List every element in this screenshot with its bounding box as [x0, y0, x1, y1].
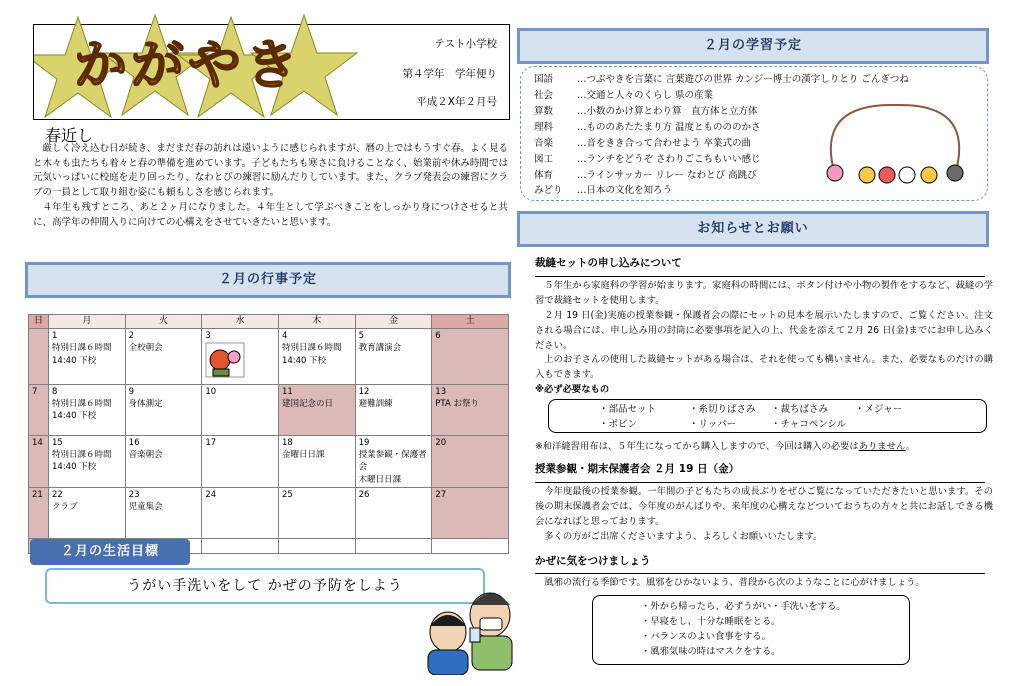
day-number: 13: [435, 386, 447, 397]
event-text: 金曜日日課: [281, 449, 325, 460]
calendar-day: [278, 435, 355, 487]
study-subject: 図工: [534, 154, 554, 165]
calendar-day: [202, 487, 279, 538]
calendar-day: [29, 487, 49, 538]
study-subject: 国語: [534, 74, 554, 85]
calendar-day: [49, 487, 126, 538]
cold-paragraph: 風邪の流行る季節です。風邪をひかないよう、普段から次のようなことに心がけましょう。: [544, 577, 925, 588]
cold-text: [535, 576, 993, 591]
school-name: テスト小学校: [434, 38, 497, 50]
calendar-day: [355, 384, 432, 435]
calendar-day: [125, 384, 202, 435]
day-number: 23: [128, 489, 140, 500]
study-content: …つぶやきを言葉に 言葉遊びの世界 カンジー博士の漢字しりとり ごんぎつね: [577, 74, 909, 85]
calendar-day: [49, 435, 126, 487]
study-row: [534, 169, 757, 183]
weekday-header: 日: [29, 315, 49, 329]
event-text: 建国記念の日: [281, 398, 333, 409]
event-calendar: [28, 314, 509, 554]
cold-tip: ・バランスのよい食事をする。: [641, 631, 771, 642]
day-number: 6: [435, 331, 441, 342]
calendar-day: [49, 329, 126, 385]
need-item: ・リッパー: [689, 419, 737, 430]
study-content: …交通と人々のくらし 県の産業: [577, 90, 714, 101]
calendar-day: [29, 329, 49, 385]
event-text: 避難訓練: [358, 398, 393, 409]
weekday-header: 月: [49, 315, 126, 329]
event-text: 14:40 下校: [52, 411, 97, 422]
event-text: 木曜日日課: [358, 474, 402, 485]
need-item: ・メジャー: [855, 404, 903, 415]
study-content: …日本の文化を知ろう: [577, 185, 673, 196]
day-number: 17: [205, 437, 217, 448]
divider: [535, 573, 985, 574]
event-text: 特別日課６時間: [52, 398, 112, 409]
calendar-day: [355, 538, 432, 553]
calendar-day: [29, 384, 49, 435]
calendar-day: [49, 384, 126, 435]
event-text: 特別日課６時間: [281, 343, 342, 354]
weekday-header: 火: [125, 315, 202, 329]
intro-paragraph: 厳しく冷え込む日が続き、まだまだ春の訪れは遠いように感じられますが、暦の上ではもうすぐ春。よく見ると木々も虫たちも着々と春の準備を進めています。子どもたちも寒さに負けることなく、始業前や休み時間では元気いっぱいに校庭を走り回ったり、なわとびの練習に励んだりしています。また、クラブ発表会の練習にクラブの一員として取り組む姿にも頼もしさを感じられます。: [33, 143, 508, 199]
cold-tips-box: [592, 595, 910, 665]
weekday-header: 土: [432, 315, 509, 329]
life-goal-label: うがい手洗いをして かぜの予防をしよう: [127, 577, 403, 594]
study-subject: 理科: [534, 122, 554, 133]
weekday-header: 金: [355, 315, 432, 329]
day-number: 2: [128, 331, 135, 342]
day-number: 25: [281, 489, 293, 500]
newsletter-title: かがやき: [74, 35, 302, 96]
sewing-note: [535, 440, 993, 455]
event-text: 身体測定: [128, 398, 163, 409]
need-item: ・部品セット: [599, 404, 657, 415]
calendar-week: [29, 435, 509, 487]
study-row: [534, 184, 672, 198]
intro-text: [33, 142, 508, 230]
calendar-week: [29, 487, 509, 538]
event-text: クラブ: [52, 502, 78, 513]
calendar-day: [202, 538, 279, 553]
study-content: …もののあたたまり方 温度とものののかさ: [577, 122, 761, 133]
needs-box: [548, 399, 987, 433]
study-subject: みどり: [534, 185, 563, 196]
calendar-day: [29, 435, 49, 487]
events-banner: ２月の行事予定: [25, 262, 511, 298]
study-banner: ２月の学習予定: [517, 28, 989, 64]
study-row: [534, 153, 761, 167]
event-text: 全校朝会: [128, 343, 163, 354]
sewing-paragraph: ２月 19 日(金)実施の授業参観・保護者会の際にセットの見本を展示いたしますので、ご覧ください。注文される場合には、申し込み用の封筒に必要事項を記入の上、代金を添えて２月 26 日(金)までにお申し込みください。: [535, 309, 993, 351]
fabric-note-end: 。: [905, 441, 916, 452]
day-number: 16: [128, 437, 140, 448]
cold-title: かぜに気をつけましょう: [535, 555, 651, 567]
divider: [535, 276, 985, 277]
calendar-day: [125, 435, 202, 487]
calendar-day: [278, 538, 355, 553]
day-number: 19: [358, 437, 370, 448]
day-number: 21: [32, 489, 43, 500]
meeting-text: [535, 485, 993, 545]
sewing-text: [535, 279, 993, 398]
calendar-day: [432, 487, 509, 538]
notices-banner: お知らせとお願い: [517, 211, 989, 247]
day-number: 5: [358, 331, 365, 342]
jump-rope-animals-icon: [821, 99, 971, 197]
sewing-title: 裁縫セットの申し込みについて: [535, 257, 682, 269]
calendar-day: [432, 538, 509, 553]
intro-paragraph: ４年生も残すところ、あと２ヶ月になりました。４年生として学ぶべきことをしっかり身につけさせると共に、高学年の仲間入りに向けての心構えをさせていきたいと思います。: [33, 201, 508, 228]
calendar-day: [355, 435, 432, 487]
calendar-day: [355, 329, 432, 385]
study-content: …音をきき合って合わせよう 卒業式の曲: [577, 138, 752, 149]
day-number: 4: [281, 331, 288, 342]
calendar-day: [125, 487, 202, 538]
day-number: 9: [128, 386, 135, 397]
calendar-day: [355, 487, 432, 538]
event-text: 教育講演会: [358, 343, 402, 354]
study-row: [534, 137, 751, 151]
study-row: [534, 73, 909, 87]
calendar-day: [202, 384, 279, 435]
cold-tip: ・早寝をし、十分な睡眠をとる。: [641, 616, 781, 627]
weekday-header: 木: [278, 315, 355, 329]
day-number: 12: [358, 386, 370, 397]
fabric-note: [535, 440, 993, 455]
event-text: 授業参観・保護者会: [358, 449, 427, 473]
study-content: …小数のかけ算とわり算 直方体と立方体: [577, 106, 758, 117]
calendar-day: [125, 329, 202, 385]
need-item: ・糸切りばさみ: [689, 404, 756, 415]
day-number: 22: [52, 489, 63, 500]
calendar-day: [202, 329, 279, 385]
sewing-paragraph: 上のお子さんの使用した裁縫セットがある場合は、それを使っても構いません。また、必要なものだけの購入もできます。: [535, 354, 993, 381]
study-row: [534, 105, 758, 119]
calendar-day: [432, 329, 509, 385]
day-number: 7: [32, 386, 38, 397]
life-goal-heading: ２月の生活目標: [30, 539, 190, 565]
newsletter-header: [33, 24, 510, 120]
day-number: 24: [205, 489, 217, 500]
meeting-title: 授業参観・期末保護者会 ２月 19 日（金）: [535, 463, 740, 475]
need-item: ・ボビン: [599, 419, 638, 430]
study-plan-box: [520, 66, 988, 201]
cold-tip: ・外から帰ったら、必ずうがい・手洗いをする。: [641, 601, 846, 612]
life-goal-text: [45, 568, 485, 604]
calendar-week: [29, 384, 509, 435]
study-row: [534, 121, 761, 135]
grade-line: 第４学年 学年便り: [402, 68, 497, 80]
fabric-note-text: ※和洋縫習用布は、５年生になってから購入しますので、今回は購入の必要は: [535, 441, 859, 452]
calendar-day: [432, 435, 509, 487]
study-content: …ラインサッカー リレー なわとび 高跳び: [577, 170, 757, 181]
meeting-paragraph: 多くの方がご出席くださいますよう、よろしくお願いいたします。: [544, 530, 823, 542]
event-text: 14:40 下校: [281, 355, 327, 366]
event-text: 14:40 下校: [52, 462, 97, 473]
fabric-note-emphasis: ありません: [858, 441, 906, 452]
needs-title: ※必ず必要なもの: [535, 384, 610, 396]
kids-gargling-illustration-icon: [420, 580, 520, 675]
event-text: 特別日課６時間: [52, 343, 112, 354]
day-number: 15: [52, 437, 63, 448]
calendar-day: [278, 329, 355, 385]
day-number: 1: [52, 331, 58, 342]
event-text: 音楽朝会: [128, 449, 163, 460]
study-content: …ランチをどうぞ さわりごこちもいい感じ: [577, 154, 761, 165]
study-subject: 音楽: [534, 138, 554, 149]
sewing-paragraph: ５年生から家庭科の学習が始まります。家庭科の時間には、ボタン付けや小物の製作をするなど、裁縫の学習で裁縫セットを使用します。: [535, 280, 993, 306]
calendar-day: [278, 384, 355, 435]
day-number: 3: [205, 331, 211, 342]
intro-heading: 春近し: [45, 126, 94, 145]
need-item: ・裁ちばさみ: [771, 404, 829, 415]
setsubun-oni-icon: [205, 342, 245, 378]
study-row: [534, 89, 713, 103]
event-text: PTA お祭り: [435, 398, 479, 409]
event-text: 児童集会: [128, 502, 163, 513]
calendar-day: [202, 435, 279, 487]
cold-tip: ・風邪気味の時はマスクをする。: [641, 646, 781, 657]
day-number: 10: [205, 386, 217, 397]
study-subject: 社会: [534, 90, 554, 101]
meeting-paragraph: 今年度最後の授業参観。一年間の子どもたちの成長ぶりをぜひご覧になっていただきたいと思います。その後の期末保護者会では、今年度のがんばりや、来年度の心構えなどついておうちの方々と共にお話しできる機会になればと思っております。: [535, 486, 993, 527]
day-number: 27: [435, 489, 447, 500]
day-number: 11: [281, 386, 293, 397]
issue-date: 平成２X年２月号: [416, 96, 497, 108]
calendar-day: [278, 487, 355, 538]
divider: [535, 482, 985, 483]
day-number: 8: [52, 386, 58, 397]
calendar-day: [432, 384, 509, 435]
weekday-header: 水: [202, 315, 279, 329]
event-text: 特別日課６時間: [52, 449, 112, 460]
need-item: ・チャコペンシル: [771, 419, 847, 430]
day-number: 14: [32, 437, 43, 448]
study-subject: 体育: [534, 170, 554, 181]
day-number: 20: [435, 437, 447, 448]
calendar-week: [29, 329, 509, 385]
event-text: 14:40 下校: [52, 355, 97, 366]
day-number: 18: [281, 437, 293, 448]
study-subject: 算数: [534, 106, 554, 117]
day-number: 26: [358, 489, 370, 500]
